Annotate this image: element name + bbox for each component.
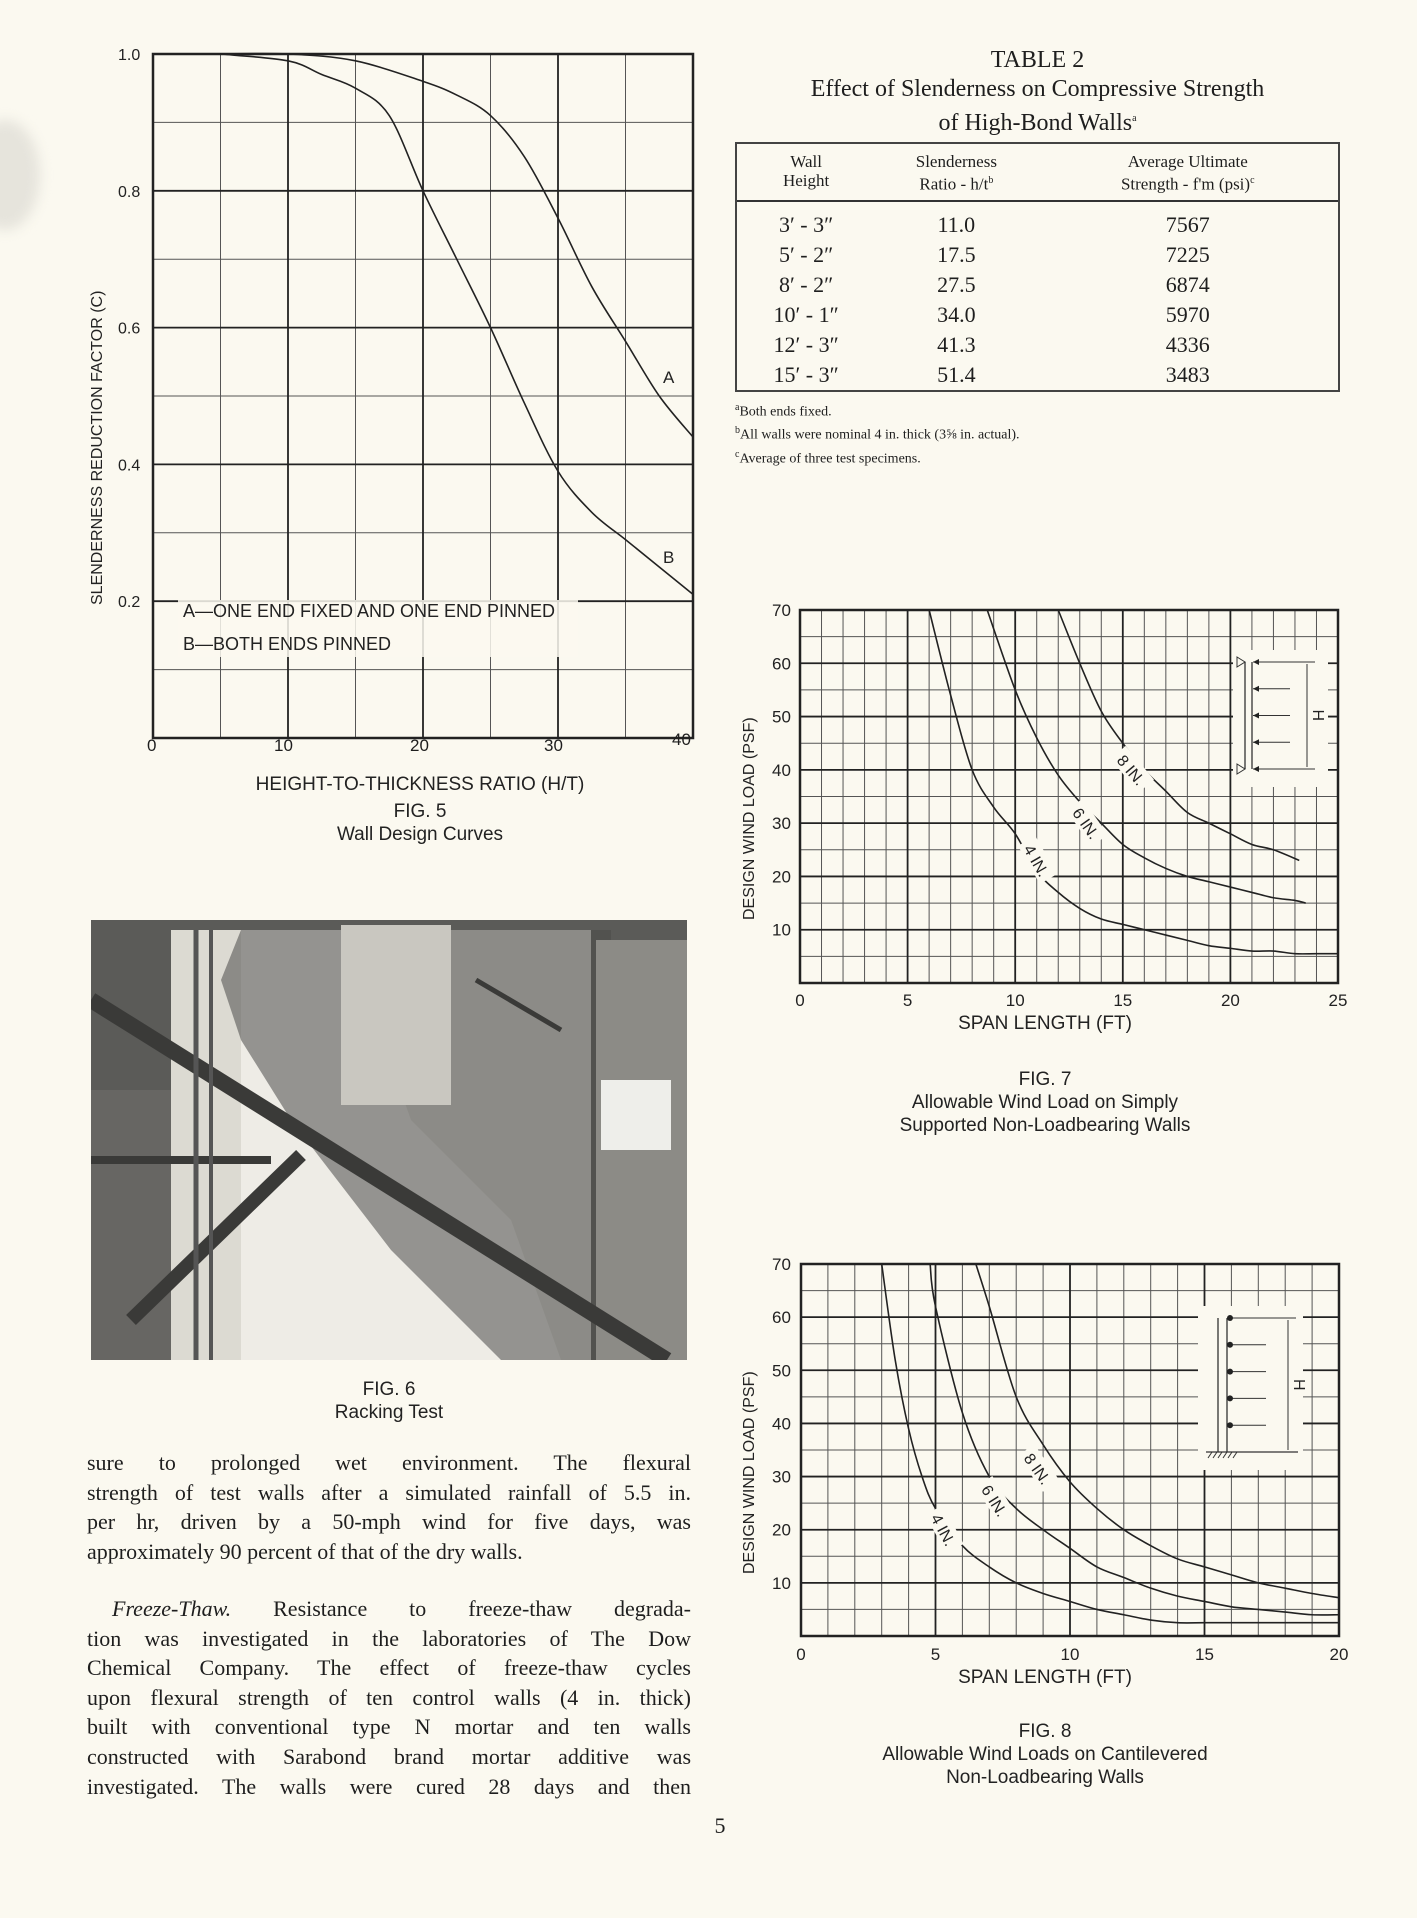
fig8-x-axis-label: SPAN LENGTH (FT) [958, 1667, 1132, 1688]
fig5-ytick: 0.8 [118, 183, 141, 201]
fig5-xtick: 40 [672, 730, 691, 749]
fig5-plot [60, 30, 710, 750]
body-line: Freeze-Thaw. Resistance to freeze-thaw degrada- [112, 1596, 691, 1621]
table2-header-slenderness: Slenderness Ratio - $h/t^b$ [875, 144, 1037, 201]
body-line: approximately 90 percent of that of the dry walls. [87, 1538, 523, 1564]
fig8-xtick: 5 [930, 1645, 941, 1664]
fig8-ytick: 40 [772, 1414, 791, 1434]
body-line: sure to prolonged wet environment. The flexural [87, 1450, 691, 1475]
table2-body [737, 201, 1338, 390]
curve-a-one-end-fixed-and-one-end-pinned [221, 53, 694, 437]
fig7-ytick: 50 [772, 707, 791, 727]
fig7-curve-label: 8 IN. [1112, 752, 1148, 790]
fig8-xtick: 15 [1195, 1645, 1214, 1664]
fig8-ytick: 70 [772, 1255, 791, 1274]
table-row: 15′ - 3″ 51.4 3483 [773, 361, 1210, 387]
page-number: 5 [714, 1813, 726, 1838]
fig5-ytick: 1.0 [118, 47, 141, 64]
fig5-curve-label-a: A [663, 368, 675, 387]
fig5-y-axis-label: SLENDERNESS REDUCTION FACTOR (C) [89, 290, 106, 605]
simply-supported-wall-diagram-icon [1233, 650, 1328, 787]
fig7-x-axis-label: SPAN LENGTH (FT) [958, 1013, 1132, 1034]
fig5-y-ticks [118, 47, 140, 611]
fig5-curve-label-b: B [663, 548, 675, 567]
table2-subtitle-2: of High-Bond Walls$^a$ [938, 110, 1137, 136]
fig7-xtick: 0 [795, 991, 805, 1010]
fig5-curves [221, 53, 694, 594]
racking-test-image [91, 920, 687, 1360]
table2-box [735, 142, 1340, 392]
fig8-xtick: 20 [1329, 1645, 1349, 1664]
body-paragraph-1 [87, 1448, 691, 1566]
body-line: built with conventional type N mortar and ten walls [87, 1714, 691, 1740]
body-line: per hr, driven by a 50-mph wind for five days, was [87, 1509, 691, 1535]
table2-header-strength: Average Ultimate Strength - f'm (psi)$^c$ [1037, 144, 1338, 201]
fig5-x-ticks [140, 730, 720, 760]
fig7-ytick: 20 [772, 867, 791, 887]
fig8-caption-block [730, 1720, 1360, 1789]
fig8-curve-label: 8 IN. [1019, 1450, 1054, 1489]
fig7-chart [730, 590, 1360, 1010]
table2-footnote-b: $^b$All walls were nominal 4 in. thick (3⅝ in. actual). [735, 425, 1020, 443]
fig8-ytick: 50 [772, 1361, 791, 1381]
fig8-curve-label: 4 IN. [926, 1511, 958, 1550]
fig7-ytick: 10 [772, 920, 791, 940]
fig5-xtick: 0 [147, 736, 157, 755]
scan-smudge [0, 120, 40, 230]
table-row: 5′ - 2″ 17.5 7225 [778, 241, 1210, 267]
fig7-caption-line1: Allowable Wind Load on Simply [911, 1092, 1179, 1113]
fig5-xtick: 20 [410, 736, 429, 755]
fig5-ytick: 0.6 [118, 320, 141, 338]
fig7-curve-label: 6 IN. [1068, 805, 1102, 843]
fig7-xtick: 10 [1005, 991, 1025, 1010]
fig8-plot [730, 1244, 1360, 1664]
cantilever-wall-diagram-icon [1198, 1306, 1307, 1470]
svg-text:H: H [1290, 1379, 1307, 1391]
fig7-caption-line2: Supported Non-Loadbearing Walls [899, 1115, 1191, 1136]
fig5-x-axis-label: HEIGHT-TO-THICKNESS RATIO (H/T) [255, 774, 585, 795]
body-line: Chemical Company. The effect of freeze-thaw cycles [87, 1655, 691, 1681]
table2-header-wall-height: Wall Height [737, 144, 875, 201]
table-row: 8′ - 2″ 27.5 6874 [778, 271, 1210, 297]
body-line: constructed with Sarabond brand mortar additive was [87, 1743, 691, 1769]
fig5-caption-block [100, 773, 740, 846]
fig8-caption-line2: Non-Loadbearing Walls [946, 1767, 1144, 1788]
body-line: tion was investigated in the laboratories of The Dow [87, 1625, 691, 1651]
curve-b-both-ends-pinned [221, 54, 694, 594]
fig5-chart [60, 30, 710, 750]
fig7-xtick: 5 [902, 991, 913, 1010]
fig8-chart [730, 1244, 1360, 1664]
fig5-caption: Wall Design Curves [336, 824, 504, 845]
fig7-ytick: 70 [772, 601, 791, 620]
fig7-xtick: 25 [1328, 991, 1348, 1010]
table2-subtitle-1: Effect of Slenderness on Compressive Strength [810, 76, 1265, 102]
fig6-caption: Racking Test [334, 1402, 444, 1423]
body-line: strength of test walls after a simulated rainfall of 5.5 in. [87, 1479, 691, 1505]
svg-text:H: H [1309, 709, 1326, 722]
fig5-xtick: 30 [544, 736, 563, 755]
fig7-label: FIG. 7 [1018, 1069, 1072, 1090]
table-row: 3′ - 3″ 11.0 7567 [778, 211, 1210, 237]
fig8-xtick: 0 [796, 1645, 806, 1664]
body-line: upon flexural strength of ten control walls (4 in. thick) [87, 1684, 691, 1710]
body-paragraph-2 [87, 1594, 691, 1801]
fig7-curve-label: 4 IN. [1019, 842, 1052, 881]
fig8-ytick: 60 [772, 1308, 791, 1328]
fig7-ytick: 60 [772, 654, 791, 674]
fig8-ytick: 10 [772, 1573, 791, 1593]
fig6-label: FIG. 6 [362, 1379, 416, 1400]
fig8-xtick: 10 [1060, 1645, 1080, 1664]
fig7-y-axis-label: DESIGN WIND LOAD (PSF) [741, 717, 758, 920]
table2-header-row [737, 144, 1338, 201]
fig7-caption-block [730, 1068, 1360, 1137]
fig8-ytick: 30 [772, 1467, 791, 1487]
fig5-legend-b: B—BOTH ENDS PINNED [183, 634, 392, 654]
fig5-legend-a: A—ONE END FIXED AND ONE END PINNED [183, 601, 556, 621]
table-row: 10′ - 1″ 34.0 5970 [773, 301, 1210, 327]
fig8-caption-line1: Allowable Wind Loads on Cantilevered [882, 1744, 1208, 1765]
fig7-ytick: 40 [772, 760, 791, 780]
fig7-xtick: 20 [1220, 991, 1240, 1010]
fig6-racking-test-photo [91, 920, 687, 1360]
table2-title: TABLE 2 [990, 47, 1085, 73]
table2-table [737, 144, 1338, 390]
fig8-y-axis-label: DESIGN WIND LOAD (PSF) [741, 1371, 758, 1574]
fig6-caption-block [91, 1378, 687, 1424]
fig5-ytick: 0.2 [118, 594, 141, 612]
fig7-ytick: 30 [772, 814, 791, 834]
freeze-thaw-heading: Freeze-Thaw. [112, 1596, 232, 1621]
table2-footnote-c: $^c$Average of three test specimens. [735, 448, 921, 467]
fig8-ytick: 20 [772, 1520, 791, 1540]
fig5-ytick: 0.4 [118, 457, 141, 475]
fig8-label: FIG. 8 [1018, 1721, 1072, 1742]
fig5-label: FIG. 5 [393, 801, 447, 822]
table2-footnotes [735, 398, 1340, 469]
body-line: investigated. The walls were cured 28 days and then [87, 1773, 691, 1799]
fig7-xtick: 15 [1113, 991, 1133, 1010]
table-row: 12′ - 3″ 41.3 4336 [773, 331, 1210, 357]
table2-footnote-a: $^a$Both ends fixed. [735, 401, 832, 420]
table2 [735, 46, 1340, 469]
fig8-curve-label: 6 IN. [977, 1482, 1010, 1521]
fig5-xtick: 10 [274, 736, 293, 755]
fig7-plot [730, 590, 1360, 1010]
